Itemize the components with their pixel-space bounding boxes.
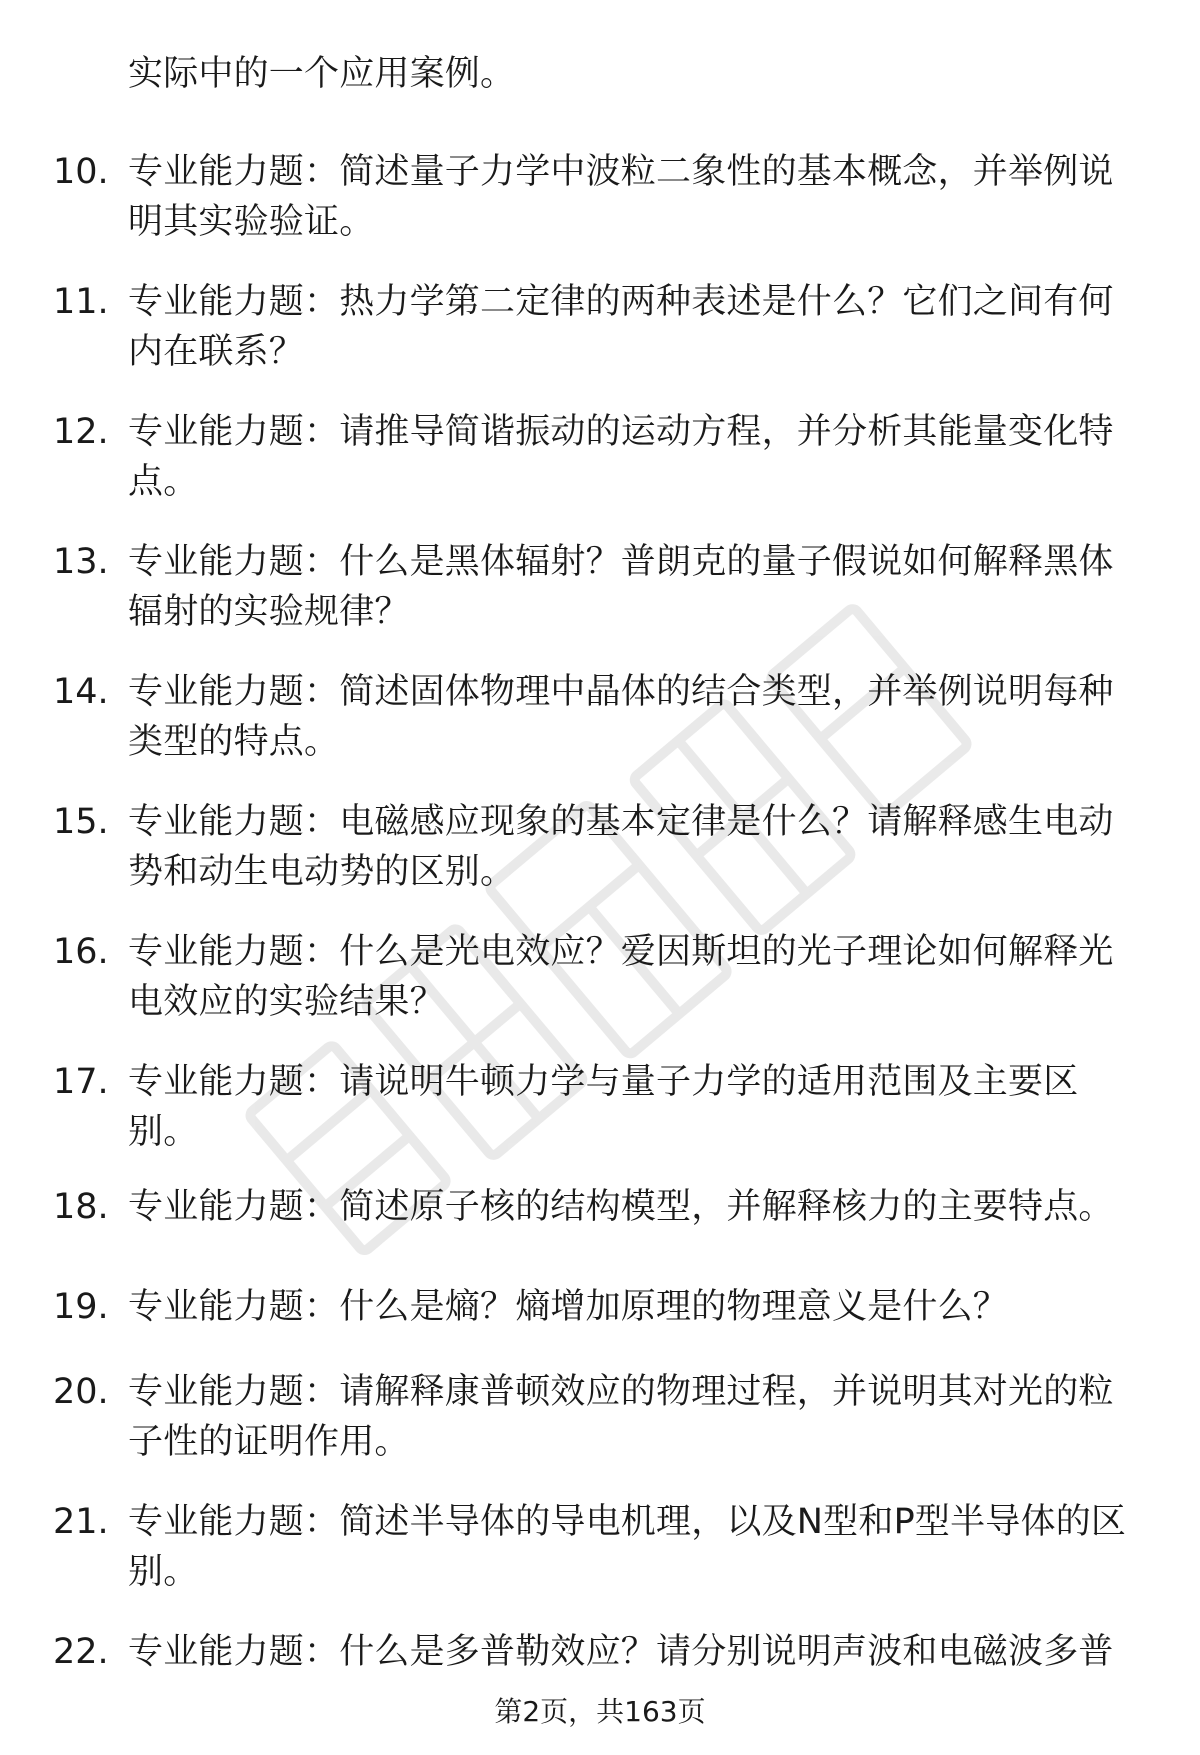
question-number: 11.: [53, 282, 109, 322]
question-text-line: 专业能力题：请解释康普顿效应的物理过程，并说明其对光的粒: [128, 1372, 1114, 1412]
question-number: 22.: [53, 1632, 109, 1672]
question-text-line: 子性的证明作用。: [128, 1422, 410, 1462]
question-text-line: 专业能力题：请说明牛顿力学与量子力学的适用范围及主要区: [128, 1062, 1079, 1102]
question-text-line: 势和动生电动势的区别。: [128, 852, 516, 892]
question-number: 21.: [53, 1502, 109, 1542]
question-number: 15.: [53, 802, 109, 842]
question-text-line: 专业能力题：简述固体物理中晶体的结合类型，并举例说明每种: [128, 672, 1114, 712]
question-text-line: 内在联系？: [128, 332, 305, 372]
question-text-line: 别。: [128, 1112, 199, 1152]
question-text-line: 点。: [128, 462, 199, 502]
question-text-line: 辐射的实验规律？: [128, 592, 410, 632]
page-footer: 第2页，共163页: [494, 1695, 706, 1728]
question-text-line: 电效应的实验结果？: [128, 982, 445, 1022]
question-text-line: 专业能力题：简述量子力学中波粒二象性的基本概念，并举例说: [128, 152, 1114, 192]
question-number: 18.: [53, 1187, 109, 1227]
question-number: 12.: [53, 412, 109, 452]
question-number: 20.: [53, 1372, 109, 1412]
question-text-line: 专业能力题：什么是熵？熵增加原理的物理意义是什么？: [128, 1287, 1009, 1327]
question-text-line: 专业能力题：电磁感应现象的基本定律是什么？请解释感生电动: [128, 802, 1114, 842]
question-text-line: 专业能力题：简述半导体的导电机理，以及N型和P型半导体的区: [128, 1502, 1127, 1542]
question-number: 10.: [53, 152, 109, 192]
question-text-line: 类型的特点。: [128, 722, 340, 762]
question-text-line: 专业能力题：请推导简谐振动的运动方程，并分析其能量变化特: [128, 412, 1114, 452]
question-text-line: 专业能力题：什么是黑体辐射？普朗克的量子假说如何解释黑体: [128, 542, 1114, 582]
question-number: 13.: [53, 542, 109, 582]
question-text-line: 专业能力题：什么是光电效应？爱因斯坦的光子理论如何解释光: [128, 932, 1114, 972]
question-text-line: 专业能力题：什么是多普勒效应？请分别说明声波和电磁波多普: [128, 1632, 1114, 1672]
continuation-line: 实际中的一个应用案例。: [128, 54, 516, 94]
question-number: 16.: [53, 932, 109, 972]
question-text-line: 专业能力题：简述原子核的结构模型，并解释核力的主要特点。: [128, 1187, 1114, 1227]
question-text-line: 别。: [128, 1552, 199, 1592]
question-text-line: 明其实验验证。: [128, 202, 375, 242]
question-number: 14.: [53, 672, 109, 712]
question-number: 19.: [53, 1287, 109, 1327]
question-number: 17.: [53, 1062, 109, 1102]
question-text-line: 专业能力题：热力学第二定律的两种表述是什么？它们之间有何: [128, 282, 1114, 322]
